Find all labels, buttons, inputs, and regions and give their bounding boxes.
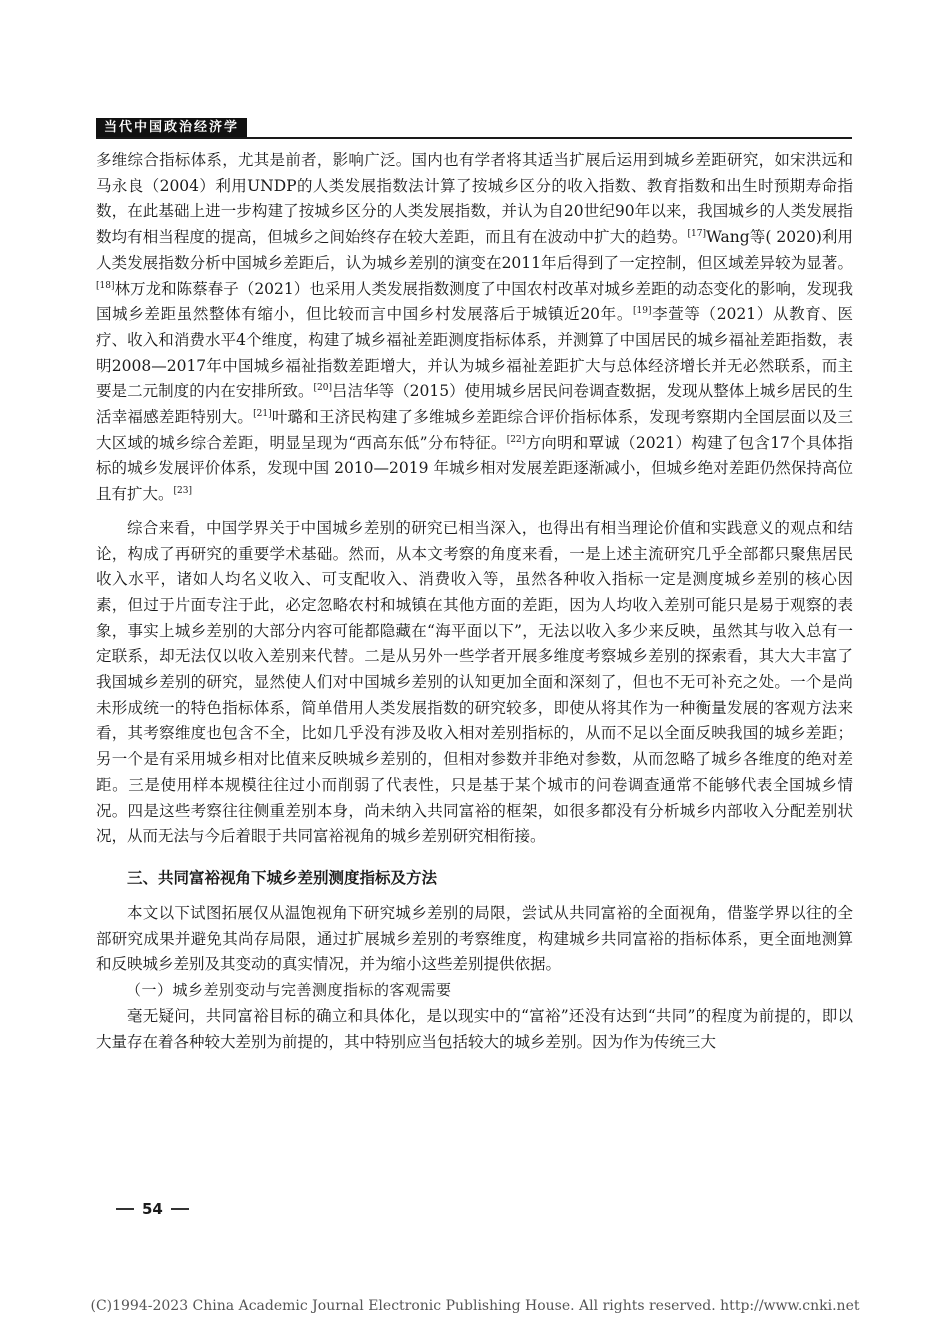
header-rule bbox=[96, 137, 852, 139]
paragraph-text: 李萱等（2021）从教育、医疗、收入和消费水平4个维度，构建了城乡福祉差距测度指标体系，并测算了中国居民的城乡福祉差距指数，表明2008—2017年中国城乡福祉指数差距增大，并认为城乡福祉差距扩大与总体经济增长并无必然联系，而主要是二元制度的内在安排所致。 bbox=[96, 305, 853, 401]
running-header bbox=[96, 118, 852, 140]
paragraph bbox=[96, 1004, 853, 1055]
citation-ref: [17] bbox=[687, 228, 706, 239]
paragraph bbox=[96, 901, 853, 978]
page-number bbox=[116, 1200, 189, 1218]
paragraph-text: 综合来看，中国学界关于中国城乡差别的研究已相当深入，也得出有相当理论价值和实践意义的观点和结论，构成了再研究的重要学术基础。然而，从本文考察的角度来看，一是上述主流研究几乎全部都只聚焦居民收入水平，诸如人均名义收入、可支配收入、消费收入等，虽然各种收入指标一定是测度城乡差别的核心因素，但过于片面专注于此，必定忽略农村和城镇在其他方面的差距，因为人均收入差别可能只是易于观察的表象，事实上城乡差别的大部分内容可能都隐藏在“海平面以下”，无法以收入多少来反映，虽然其与收入总有一定联系，却无法仅以收入差别来代替。二是从另外一些学者开展多维度考察城乡差别的探索看，其大大丰富了我国城乡差别的研究，显然使人们对中国城乡差别的认知更加全面和深刻了，但也不无可补充之处。一个是尚未形成统一的特色指标体系，简单借用人类发展指数的研究较多，即使从将其作为一种衡量发展的客观方法来看，其考察维度也包含不全，比如几乎没有涉及收入相对差别指标的，从而不足以全面反映我国的城乡差距；另一个是有采用城乡相对比值来反映城乡差别的，但相对参数并非绝对参数，从而忽略了城乡各维度的绝对差距。三是使用样本规模往往过小而削弱了代表性，只是基于某个城市的问卷调查通常不能够代表全国城乡情况。四是这些考察往往侧重差别本身，尚未纳入共同富裕的框架，如很多都没有分析城乡内部收入分配差别状况，从而无法与今后着眼于共同富裕视角的城乡差别研究相衔接。 bbox=[96, 518, 853, 846]
section-heading: 三、共同富裕视角下城乡差别测度指标及方法 bbox=[127, 868, 438, 887]
dash-left bbox=[116, 1208, 134, 1209]
citation-ref: [22] bbox=[506, 434, 526, 445]
paragraph bbox=[96, 516, 853, 850]
paragraph-text: 方向明和覃诚（2021）构建了包含17个具体指标的城乡发展评价体系，发现中国 2010—2019 年城乡相对发展差距逐渐减小，但城乡绝对差距仍然保持高位且有扩大。 bbox=[96, 433, 853, 504]
copyright-footer: (C)1994-2023 China Academic Journal Electronic Publishing House. All rights reserved. http://www.cnki.net bbox=[90, 1298, 860, 1314]
citation-ref: [18] bbox=[96, 280, 115, 291]
paragraph-text: 林万龙和陈蔡春子（2021）也采用人类发展指数测度了中国农村改革对城乡差距的动态变化的影响，发现我国城乡差距虽然整体有缩小，但比较而言中国乡村发展落后于城镇近20年。 bbox=[96, 279, 853, 324]
paragraph-text: 毫无疑问，共同富裕目标的确立和具体化，是以现实中的“富裕”还没有达到“共同”的程度为前提的，即以大量存在着各种较大差别为前提的，其中特别应当包括较大的城乡差别。因为作为传统三大 bbox=[96, 1006, 853, 1051]
citation-ref: [20] bbox=[313, 383, 332, 394]
page-number-text: 54 bbox=[142, 1200, 163, 1218]
citation-ref: [19] bbox=[632, 306, 652, 317]
dash-right bbox=[171, 1208, 189, 1209]
paragraph bbox=[96, 148, 853, 508]
paragraph-text: Wang等( 2020)利用人类发展指数分析中国城乡差距后，认为城乡差别的演变在2011年后得到了一定控制，但区域差异较为显著。 bbox=[96, 228, 853, 272]
paragraph-text: 吕洁华等（2015）使用城乡居民问卷调查数据，发现从整体上城乡居民的生活幸福感差距特别大。 bbox=[96, 382, 853, 427]
paragraph-text: 多维综合指标体系，尤其是前者，影响广泛。国内也有学者将其适当扩展后运用到城乡差距研究，如宋洪远和马永良（2004）利用UNDP的人类发展指数法计算了按城乡区分的收入指数、教育指数和出生时预期寿命指数，在此基础上进一步构建了按城乡区分的人类发展指数，并认为自20世纪90年以来，我国城乡的人类发展指数均有相当程度的提高，但城乡之间始终存在较大差距，而且有在波动中扩大的趋势。 bbox=[96, 151, 853, 247]
subsection-heading: （一）城乡差别变动与完善测度指标的客观需要 bbox=[126, 981, 452, 1000]
citation-ref: [21] bbox=[253, 408, 272, 419]
journal-name: 当代中国政治经济学 bbox=[96, 118, 247, 138]
paragraph-text: 本文以下试图拓展仅从温饱视角下研究城乡差别的局限，尝试从共同富裕的全面视角，借鉴学界以往的全部研究成果并避免其尚存局限，通过扩展城乡差别的考察维度，构建城乡共同富裕的指标体系，更全面地测算和反映城乡差别及其变动的真实情况，并为缩小这些差别提供依据。 bbox=[96, 903, 853, 974]
paragraph-text: 叶璐和王济民构建了多维城乡差距综合评价指标体系，发现考察期内全国层面以及三大区域的城乡综合差距，明显呈现为“西高东低”分布特征。 bbox=[96, 408, 853, 452]
citation-ref: [23] bbox=[173, 485, 192, 496]
article-body bbox=[96, 148, 853, 1055]
